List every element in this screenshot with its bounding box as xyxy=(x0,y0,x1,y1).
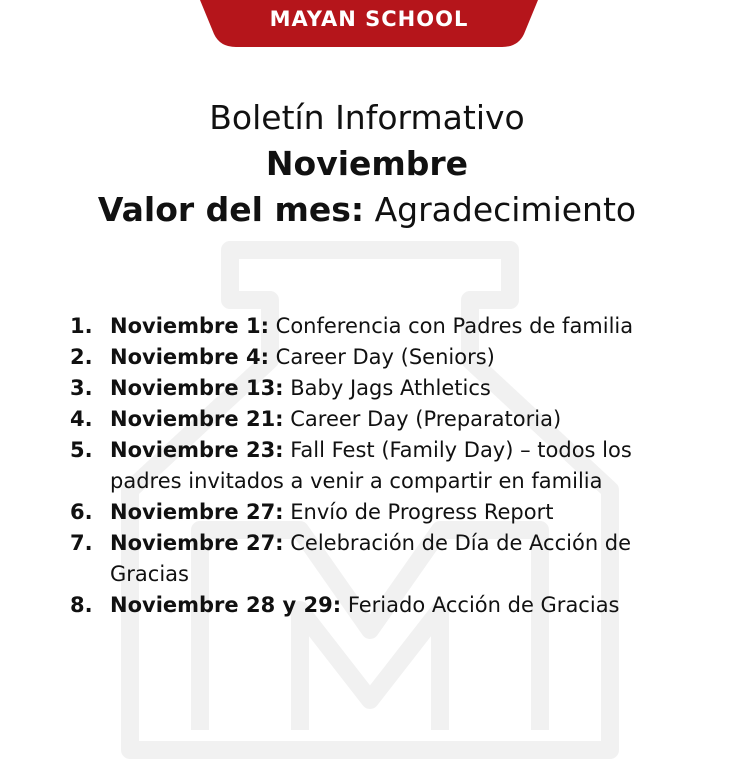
event-date: Noviembre 27: xyxy=(110,500,284,524)
newsletter-month: Noviembre xyxy=(265,144,469,183)
event-item xyxy=(70,435,710,497)
event-number: 4. xyxy=(70,407,93,431)
value-of-month xyxy=(0,187,734,233)
newsletter-title: Boletín Informativo xyxy=(209,98,525,137)
event-description: Career Day (Preparatoria) xyxy=(290,407,562,431)
event-item xyxy=(70,373,710,404)
event-number: 3. xyxy=(70,376,93,400)
event-number: 2. xyxy=(70,345,93,369)
event-item xyxy=(70,590,710,621)
event-date: Noviembre 27: xyxy=(110,531,284,555)
event-description: Envío de Progress Report xyxy=(290,500,554,524)
event-date: Noviembre 21: xyxy=(110,407,284,431)
event-item xyxy=(70,528,710,590)
event-number: 6. xyxy=(70,500,93,524)
event-description: Conferencia con Padres de familia xyxy=(275,314,634,338)
event-description: Feriado Acción de Gracias xyxy=(347,593,620,617)
event-date: Noviembre 23: xyxy=(110,438,284,462)
event-number: 7. xyxy=(70,531,93,555)
event-date: Noviembre 13: xyxy=(110,376,284,400)
event-date: Noviembre 28 y 29: xyxy=(110,593,342,617)
event-number: 8. xyxy=(70,593,93,617)
value-of-month-label: Valor del mes: xyxy=(97,190,365,229)
event-item xyxy=(70,311,710,342)
event-number: 1. xyxy=(70,314,93,338)
event-description: Fall Fest (Family Day) – todos los padres invitados a venir a compartir en familia xyxy=(110,438,632,493)
events-list xyxy=(70,311,710,621)
event-date: Noviembre 4: xyxy=(110,345,269,369)
event-item xyxy=(70,497,710,528)
newsletter-header xyxy=(0,95,734,233)
value-of-month-name: Agradecimiento xyxy=(374,190,637,229)
school-name-logo: MAYAN SCHOOL xyxy=(269,7,469,31)
event-description: Career Day (Seniors) xyxy=(275,345,495,369)
event-description: Baby Jags Athletics xyxy=(290,376,491,400)
event-description: Celebración de Día de Acción de Gracias xyxy=(110,531,632,586)
event-date: Noviembre 1: xyxy=(110,314,269,338)
event-number: 5. xyxy=(70,438,93,462)
event-item xyxy=(70,342,710,373)
event-item xyxy=(70,404,710,435)
